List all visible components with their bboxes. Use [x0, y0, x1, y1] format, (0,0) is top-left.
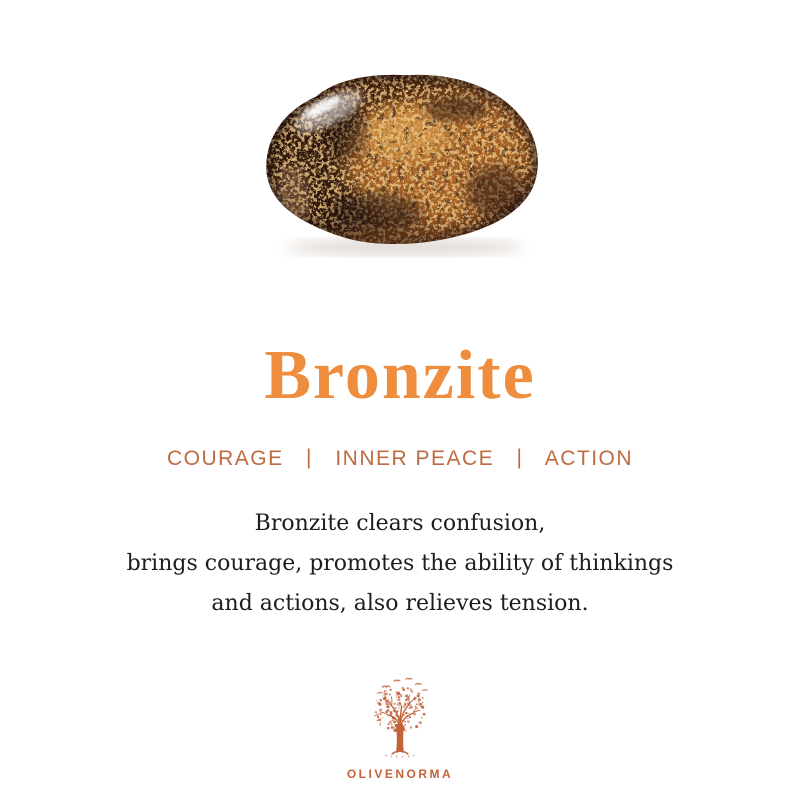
keyword-courage: COURAGE — [166, 447, 284, 470]
keyword-inner-peace: INNER PEACE — [335, 447, 495, 470]
keyword-action: ACTION — [544, 447, 634, 470]
keyword-divider: | — [516, 446, 524, 469]
bronzite-stone-graphic — [250, 70, 554, 266]
brand-name: OLIVENORMA — [346, 767, 454, 781]
bronzite-stone-image — [250, 70, 554, 266]
olivenorma-tree-logo — [349, 676, 451, 766]
keyword-divider: | — [306, 446, 313, 469]
description — [0, 504, 800, 624]
description-line: brings courage, promotes the ability of thinkings — [126, 551, 674, 576]
brand-block — [0, 676, 800, 781]
description-line: Bronzite clears confusion, — [254, 511, 546, 536]
page-title: Bronzite — [264, 337, 536, 414]
keyword-list — [0, 447, 800, 471]
description-line: and actions, also relieves tension. — [211, 591, 589, 616]
